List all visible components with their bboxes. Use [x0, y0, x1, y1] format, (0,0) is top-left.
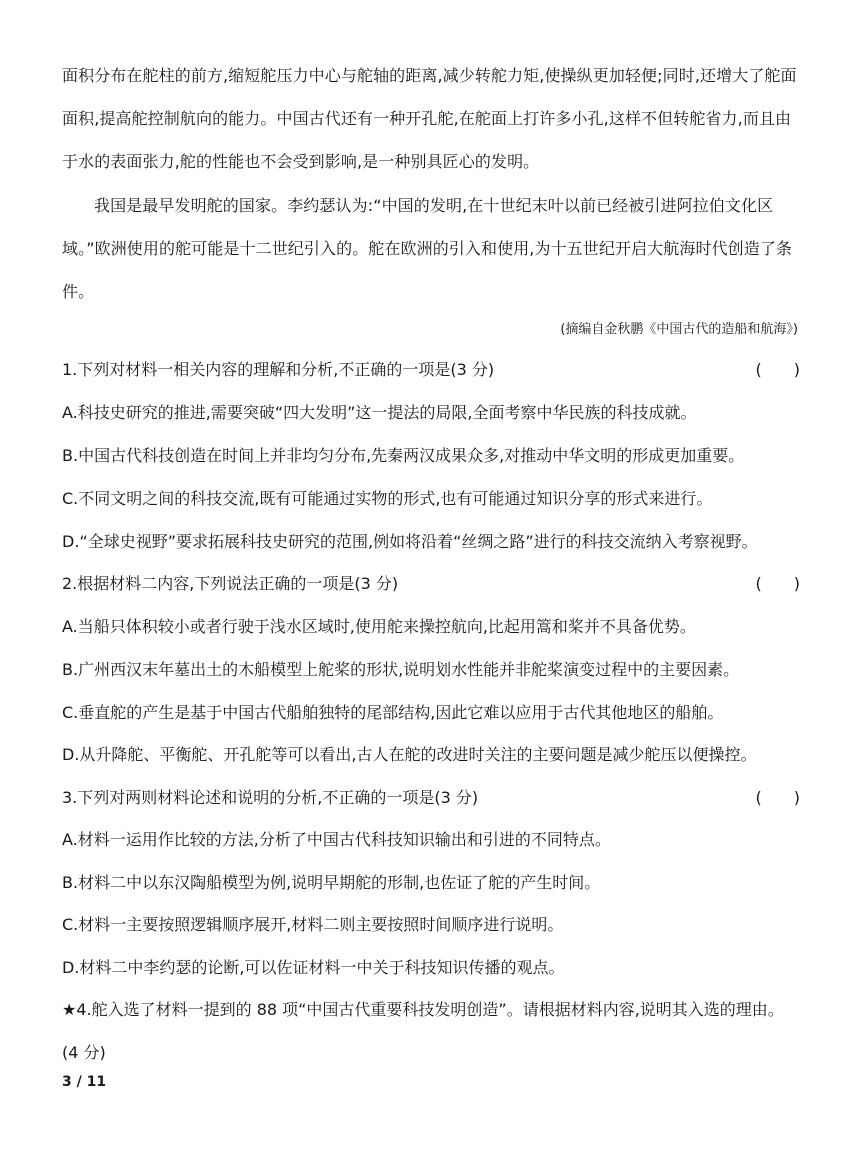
question-2-option-b: B.广州西汉末年墓出土的木船模型上舵桨的形状,说明划水性能并非舵桨演变过程中的主要因素。 — [62, 660, 740, 679]
question-4-stem: ★4.舵入选了材料一提到的 88 项“中国古代重要科技发明创造”。请根据材料内容,说明其入选的理由。 — [62, 1000, 784, 1019]
page-number: 3 / 11 — [62, 1074, 107, 1090]
answer-bracket: ( ) — [755, 788, 800, 807]
question-2-option-d: D.从升降舵、平衡舵、开孔舵等可以看出,古人在舵的改进时关注的主要问题是减少舵压以便操控。 — [62, 745, 757, 764]
question-3-option-d: D.材料二中李约瑟的论断,可以佐证材料一中关于科技知识传播的观点。 — [62, 958, 565, 977]
question-1-option-d: D.“全球史视野”要求拓展科技史研究的范围,例如将沿着“丝绸之路”进行的科技交流纳入考察视野。 — [62, 532, 758, 551]
question-2-option-a: A.当船只体积较小或者行驶于浅水区域时,使用舵来操控航向,比起用篙和桨并不具备优势。 — [62, 617, 696, 636]
answer-bracket: ( ) — [755, 360, 800, 379]
question-3-option-c: C.材料一主要按照逻辑顺序展开,材料二则主要按照时间顺序进行说明。 — [62, 915, 564, 934]
material-paragraph-1: 面积分布在舵柱的前方,缩短舵压力中心与舵轴的距离,减少转舵力矩,使操纵更加轻便;同时,还增大了舵面面积,提高舵控制航向的能力。中国古代还有一种开孔舵,在舵面上打许多小孔,这样不但转舵省力,而且由于水的表面张力,舵的性能也不会受到影响,是一种别具匠心的发明。 — [62, 66, 797, 171]
answer-bracket: ( ) — [755, 574, 800, 593]
question-2-option-c: C.垂直舵的产生是基于中国古代船舶独特的尾部结构,因此它难以应用于古代其他地区的船舶。 — [62, 703, 724, 722]
question-2-stem — [62, 572, 800, 596]
question-1-option-c: C.不同文明之间的科技交流,既有可能通过实物的形式,也有可能通过知识分享的形式来进行。 — [62, 489, 713, 508]
question-stem-text: 2.根据材料二内容,下列说法正确的一项是(3 分) — [62, 574, 399, 593]
question-1-stem — [62, 358, 800, 382]
question-3-option-a: A.材料一运用作比较的方法,分析了中国古代科技知识输出和引进的不同特点。 — [62, 830, 611, 849]
question-3-option-b: B.材料二中以东汉陶船模型为例,说明早期舵的形制,也佐证了舵的产生时间。 — [62, 873, 601, 892]
question-4-score: (4 分) — [62, 1043, 106, 1062]
source-citation: (摘编自金秋鹏《中国古代的造船和航海》) — [560, 322, 798, 337]
material-paragraph-2: 我国是最早发明舵的国家。李约瑟认为:“中国的发明,在十世纪末叶以前已经被引进阿拉伯文化区域。”欧洲使用的舵可能是十二世纪引入的。舵在欧洲的引入和使用,为十五世纪开启大航海时代创造了条件。 — [62, 196, 793, 301]
question-1-option-a: A.科技史研究的推进,需要突破“四大发明”这一提法的局限,全面考察中华民族的科技成就。 — [62, 403, 697, 422]
question-stem-text: 3.下列对两则材料论述和说明的分析,不正确的一项是(3 分) — [62, 788, 479, 807]
question-1-option-b: B.中国古代科技创造在时间上并非均匀分布,先秦两汉成果众多,对推动中华文明的形成更加重要。 — [62, 446, 745, 465]
question-3-stem — [62, 786, 800, 810]
question-stem-text: 1.下列对材料一相关内容的理解和分析,不正确的一项是(3 分) — [62, 360, 495, 379]
